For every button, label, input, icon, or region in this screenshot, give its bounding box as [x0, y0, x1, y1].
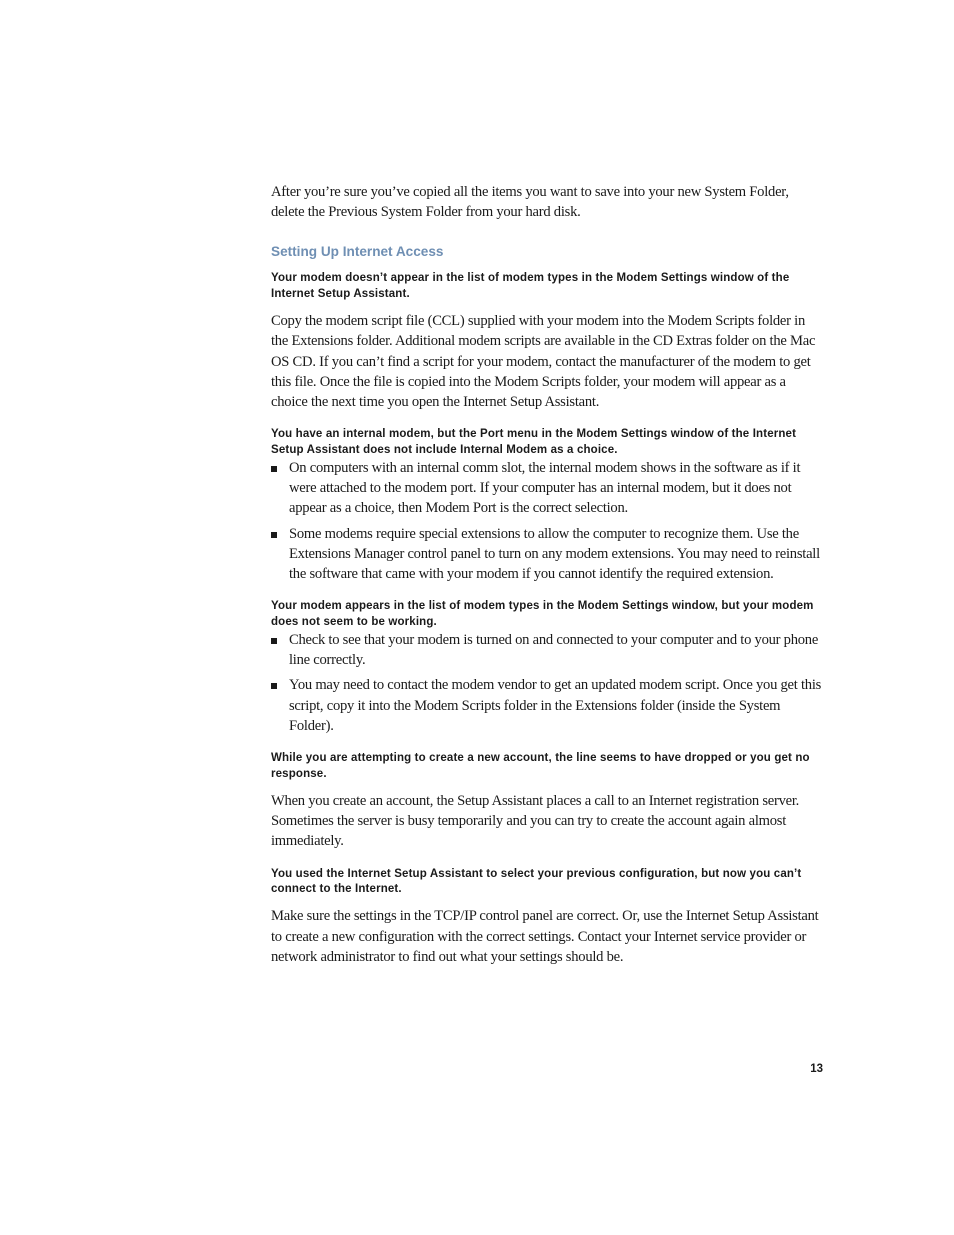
- square-bullet-icon: [271, 683, 277, 689]
- list-item: [271, 524, 823, 585]
- list-item: [271, 675, 823, 736]
- problem-title: You have an internal modem, but the Port menu in the Modem Settings window of the Internet Setup Assistant does not include Internal Modem as a choice.: [271, 428, 797, 456]
- problem-paragraph: Make sure the settings in the TCP/IP control panel are correct. Or, use the Internet Setup Assistant to create a new configuration with the correct settings. Contact your Internet service provider or network administrator to find out what your settings should be.: [271, 908, 819, 965]
- square-bullet-icon: [271, 638, 277, 644]
- page-content: [271, 182, 823, 967]
- problem-title: While you are attempting to create a new account, the line seems to have dropped or you get no response.: [271, 752, 810, 780]
- problem-title: You used the Internet Setup Assistant to select your previous configuration, but now you can’t connect to the Internet.: [271, 867, 802, 895]
- intro-paragraph: After you’re sure you’ve copied all the items you want to save into your new System Folder, delete the Previous System Folder from your hard disk.: [271, 184, 789, 221]
- list-item: [271, 458, 823, 519]
- bullet-list: [271, 458, 823, 584]
- problem-paragraph: Copy the modem script file (CCL) supplied with your modem into the Modem Scripts folder in the Extensions folder. Additional modem scripts are available in the CD Extras folder on the Mac OS CD. If you can’t find a script for your modem, contact the manufacturer of the modem to get this file. Once the file is copied into the Modem Scripts folder, your modem will appear as a choice the next time you open the Internet Setup Assistant.: [271, 313, 816, 411]
- problem-paragraph: When you create an account, the Setup Assistant places a call to an Internet registration server. Sometimes the server is busy temporarily and you can try to create the account again almost immediately.: [271, 792, 800, 850]
- list-item: [271, 630, 823, 670]
- list-item-text: Check to see that your modem is turned on and connected to your computer and to your phone line correctly.: [289, 632, 819, 669]
- square-bullet-icon: [271, 466, 277, 472]
- section-heading: Setting Up Internet Access: [271, 244, 444, 260]
- list-item-text: You may need to contact the modem vendor to get an updated modem script. Once you get this script, copy it into the Modem Scripts folder in the Extensions folder (inside the System Folder).: [289, 677, 822, 734]
- square-bullet-icon: [271, 532, 277, 538]
- bullet-list: [271, 630, 823, 736]
- page-number: 13: [810, 1063, 823, 1075]
- problem-title: Your modem appears in the list of modem types in the Modem Settings window, but your modem does not seem to be working.: [271, 600, 814, 628]
- list-item-text: On computers with an internal comm slot, the internal modem shows in the software as if it were attached to the modem port. If your computer has an internal modem, but it does not appear as a choice, then Modem Port is the correct selection.: [289, 460, 801, 517]
- problem-title: Your modem doesn’t appear in the list of modem types in the Modem Settings window of the Internet Setup Assistant.: [271, 272, 790, 300]
- list-item-text: Some modems require special extensions to allow the computer to recognize them. Use the Extensions Manager control panel to turn on any modem extensions. You may need to reinstall the software that came with your modem if you cannot identify the required extension.: [289, 525, 820, 583]
